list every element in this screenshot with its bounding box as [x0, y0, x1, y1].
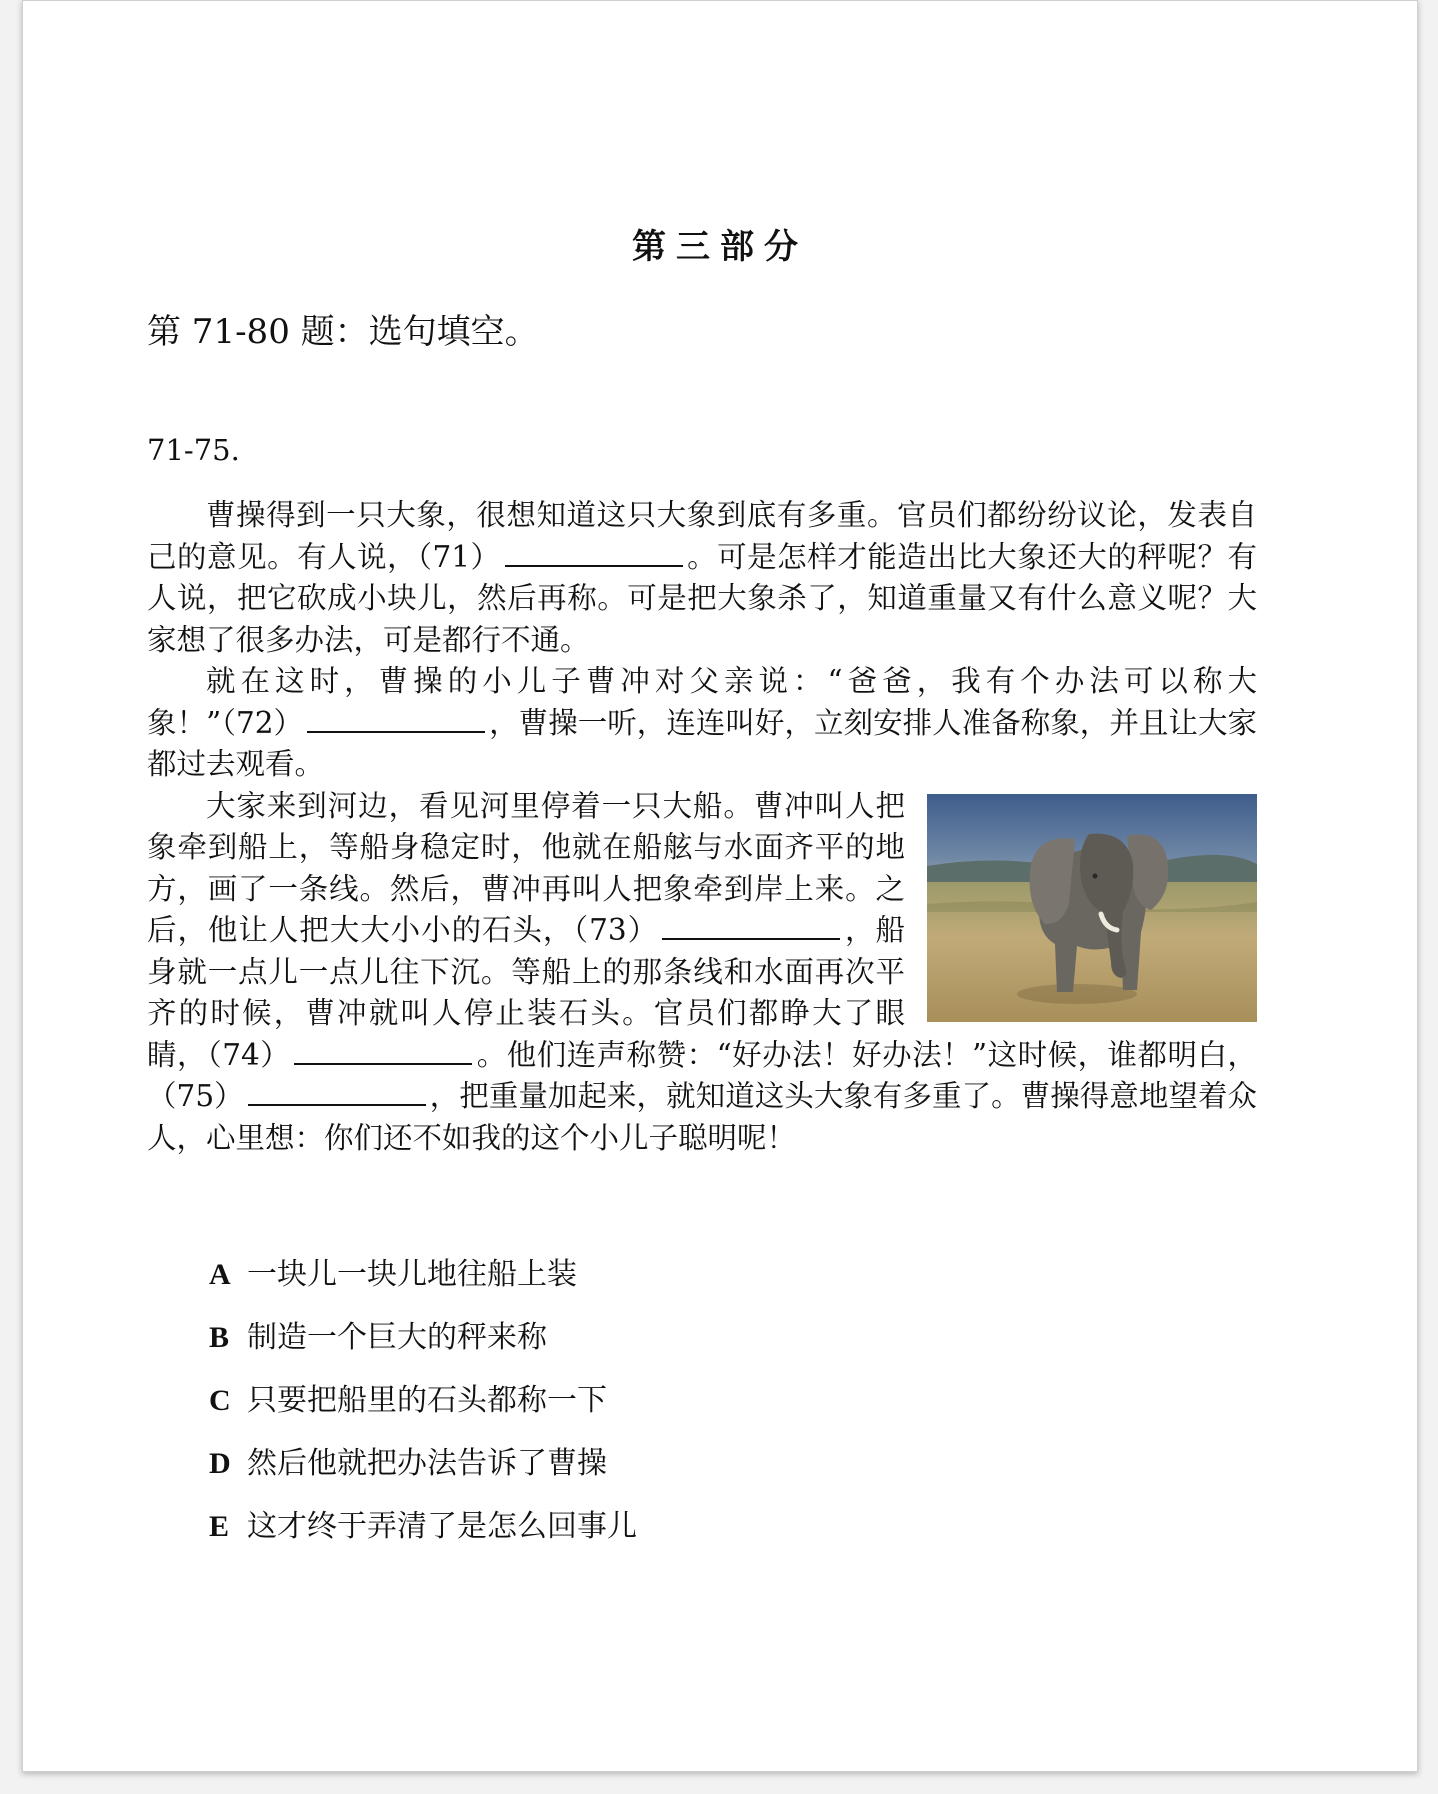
answer-options: [209, 1243, 637, 1558]
option-e[interactable]: E 这才终于弄清了是怎么回事儿: [209, 1509, 637, 1544]
document-page: [22, 0, 1418, 1772]
blank-72-label: （72）: [221, 705, 304, 740]
section-title: 第三部分: [632, 227, 808, 267]
blank-72[interactable]: [307, 730, 485, 733]
blank-74-label: （74）: [206, 1037, 291, 1072]
option-c[interactable]: C 只要把船里的石头都称一下: [209, 1383, 607, 1418]
question-range: 71-75.: [147, 433, 240, 467]
option-a[interactable]: A 一块儿一块儿地往船上装: [209, 1257, 577, 1292]
blank-75[interactable]: [248, 1103, 426, 1106]
blank-71[interactable]: [505, 564, 683, 567]
blank-71-label: （71）: [417, 539, 501, 574]
blank-74[interactable]: [294, 1062, 472, 1065]
reading-passage: [147, 495, 1257, 1159]
option-b[interactable]: B 制造一个巨大的秤来称: [209, 1320, 547, 1355]
blank-73[interactable]: [662, 937, 840, 940]
elephant-photo: [927, 794, 1257, 1022]
blank-75-label: （75）: [147, 1079, 244, 1113]
paragraph-2: 就在这时，曹操的小儿子曹冲对父亲说：“爸爸，我有个办法可以称大象！”（72） ，曹操一听，连连叫好，立刻安排人准备称象，并且让大家都过去观看。: [147, 664, 1257, 781]
paragraph-3: 大家来到河边，看见河里停着一只大船。曹冲叫人把象牵到船上，等船身稳定时，他就在船舷与水面齐平的地方，画了一条线。然后，曹冲再叫人把象牵到岸上来。之后，他让人把大大小小的石头，（73） ，船身就一点儿一点儿往下沉。等船上的那条线和水面再次平齐的时候，曹冲就叫人停止装石头。官员们都睁大了眼睛，（74） 。他们连声称赞：“好办法！好办法！”这时候，谁都明白，（75） ，把重量加起来，就知道这头大象有多重了。曹操得意地望着众人，心里想：你们还不如我的这个小儿子聪明呢！: [147, 788, 1257, 1155]
instruction: 第 71-80 题：选句填空。: [147, 312, 539, 352]
blank-73-label: （73）: [573, 913, 659, 947]
paragraph-1: 曹操得到一只大象，很想知道这只大象到底有多重。官员们都纷纷议论，发表自己的意见。有人说，（71） 。可是怎样才能造出比大象还大的秤呢？有人说，把它砍成小块儿，然后再称。可是把大象杀了，知道重量又有什么意义呢？大家想了很多办法，可是都行不通。: [147, 498, 1257, 657]
option-d[interactable]: D 然后他就把办法告诉了曹操: [209, 1446, 607, 1481]
